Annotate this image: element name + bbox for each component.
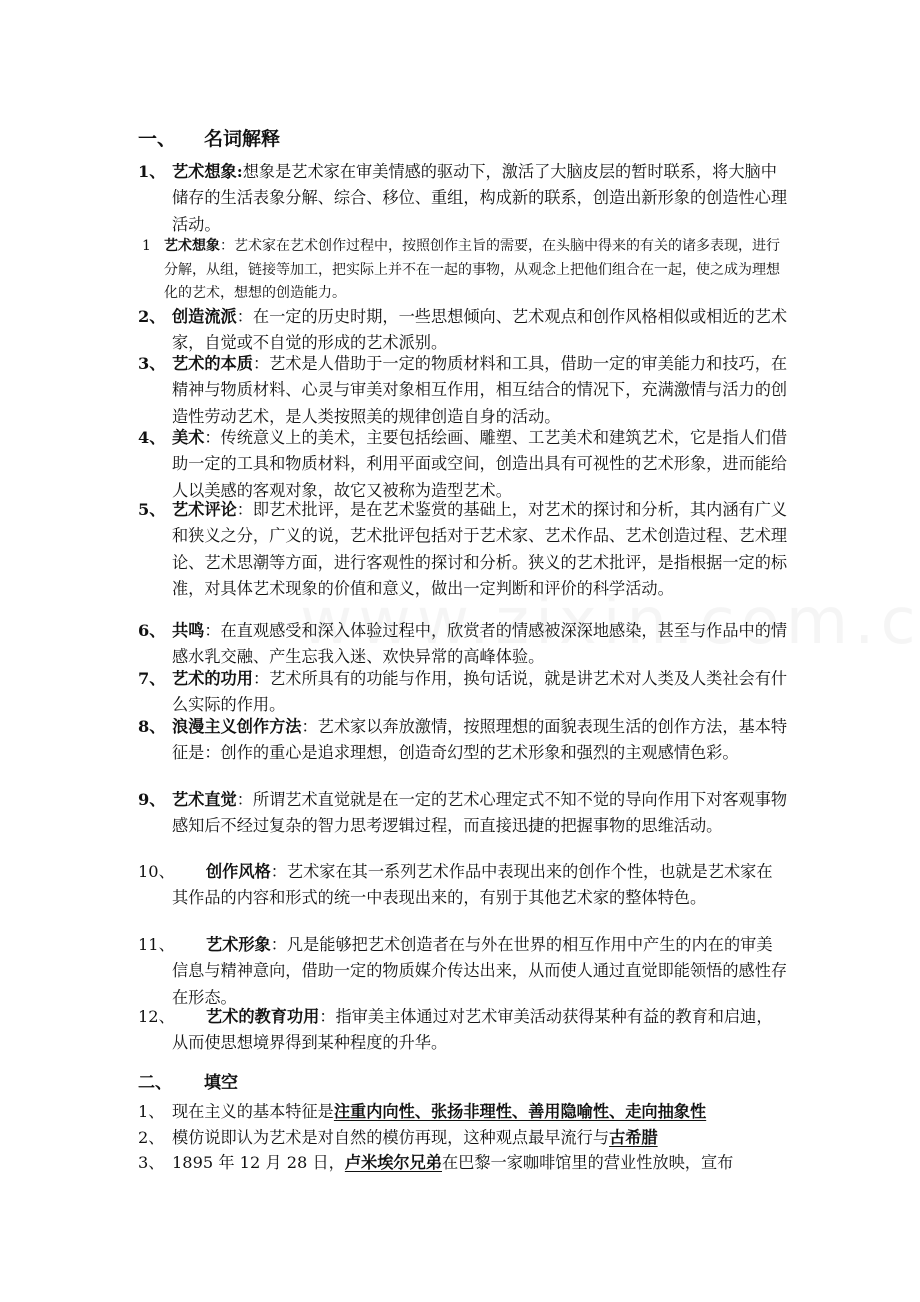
term-label: 艺术直觉 bbox=[172, 790, 237, 809]
term-label: 艺术想象 bbox=[164, 238, 220, 254]
item-number: 11、 bbox=[138, 935, 175, 954]
item-number: 2、 bbox=[138, 307, 166, 326]
term-definition: ：在直观感受和深入体验过程中，欣赏者的情感被深深地感染，甚至与作品中的情感水乳交融、产生忘我入迷、欢快异常的高峰体验。 bbox=[172, 621, 788, 667]
item-number: 2、 bbox=[138, 1128, 165, 1147]
answer-text: 卢米埃尔兄弟 bbox=[344, 1153, 442, 1172]
section1-heading bbox=[138, 124, 280, 151]
term-definition: ：即艺术批评，是在艺术鉴赏的基础上，对艺术的探讨和分析，其内涵有广义和狭义之分，广义的说，艺术批评包括对于艺术家、艺术作品、艺术创造过程、艺术理论、艺术思潮等方面，进行客观性的探讨和分析。狭义的艺术批评，是指根据一定的标准，对具体艺术现象的价值和意义，做出一定判断和评价的科学活动。 bbox=[172, 500, 788, 599]
section1-title: 名词解释 bbox=[204, 128, 281, 150]
term-item bbox=[138, 304, 788, 357]
section2-number: 二、 bbox=[138, 1073, 172, 1093]
term-label: 美术 bbox=[172, 428, 205, 447]
item-number: 3、 bbox=[138, 354, 166, 373]
item-number: 1、 bbox=[138, 162, 166, 181]
term-item bbox=[138, 425, 788, 504]
term-item bbox=[138, 235, 788, 306]
answer-text: 注重内向性、张扬非理性、善用隐喻性、走向抽象性 bbox=[333, 1102, 707, 1121]
section1-number: 一、 bbox=[138, 128, 177, 150]
term-item bbox=[138, 618, 788, 671]
term-item bbox=[138, 351, 788, 430]
term-definition: ：艺术家在艺术创作过程中，按照创作主旨的需要，在头脑中得来的有关的诸多表现，进行分解，从组，链接等加工，把实际上并不在一起的事物，从观念上把他们组合在一起，使之成为理想化的艺术，想想的创造能力。 bbox=[164, 238, 780, 301]
item-number: 9、 bbox=[138, 790, 166, 809]
section2-heading bbox=[138, 1068, 238, 1093]
term-definition: ：所谓艺术直觉就是在一定的艺术心理定式不知不觉的导向作用下对客观事物感知后不经过复杂的智力思考逻辑过程，而直接迅捷的把握事物的思维活动。 bbox=[172, 790, 788, 836]
term-item bbox=[138, 1004, 788, 1057]
term-label: 艺术的本质 bbox=[172, 354, 253, 373]
term-label: 艺术的教育功用 bbox=[206, 1007, 320, 1026]
item-number: 8、 bbox=[138, 717, 166, 736]
fill-blank-item bbox=[138, 1099, 798, 1125]
question-text: 现在主义的基本特征是 bbox=[172, 1102, 334, 1121]
term-label: 艺术形象 bbox=[206, 935, 271, 954]
item-number: 5、 bbox=[138, 500, 166, 519]
fill-blank-item bbox=[138, 1150, 798, 1176]
term-definition: ：传统意义上的美术，主要包括绘画、雕塑、工艺美术和建筑艺术，它是指人们借助一定的工具和物质材料，利用平面或空间，创造出具有可视性的艺术形象，进而能给人以美感的客观对象，故它又被称为造型艺术。 bbox=[172, 428, 788, 500]
term-definition: ：艺术家在其一系列艺术作品中表现出来的创作个性，也就是艺术家在其作品的内容和形式的统一中表现出来的，有别于其他艺术家的整体特色。 bbox=[172, 862, 773, 908]
term-label: 浪漫主义创作方法 bbox=[172, 717, 302, 736]
term-definition: 想象是艺术家在审美情感的驱动下，激活了大脑皮层的暂时联系，将大脑中储存的生活表象分解、综合、移位、重组，构成新的联系，创造出新形象的创造性心理活动。 bbox=[172, 162, 788, 234]
term-item bbox=[138, 932, 788, 1011]
term-label: 艺术评论 bbox=[172, 500, 237, 519]
question-text-tail: 在巴黎一家咖啡馆里的营业性放映，宣布 bbox=[442, 1153, 734, 1172]
section2-title: 填空 bbox=[204, 1073, 238, 1093]
item-number: 12、 bbox=[138, 1007, 175, 1026]
term-definition: ：在一定的历史时期，一些思想倾向、艺术观点和创作风格相似或相近的艺术家，自觉或不自觉的形成的艺术派别。 bbox=[172, 307, 788, 353]
term-item bbox=[138, 497, 788, 603]
term-label: 创作风格 bbox=[206, 862, 271, 881]
item-number: 1、 bbox=[138, 1102, 165, 1121]
term-item bbox=[138, 714, 788, 767]
item-number: 6、 bbox=[138, 621, 166, 640]
term-item bbox=[138, 666, 788, 719]
question-text: 模仿说即认为艺术是对自然的模仿再现，这种观点最早流行与 bbox=[172, 1128, 610, 1147]
item-number: 1 bbox=[142, 238, 151, 254]
term-label: 创造流派 bbox=[172, 307, 237, 326]
item-number: 4、 bbox=[138, 428, 166, 447]
answer-text: 古希腊 bbox=[609, 1128, 658, 1147]
term-item bbox=[138, 859, 788, 912]
term-definition: ：指审美主体通过对艺术审美活动获得某种有益的教育和启迪，从而使思想境界得到某种程度的升华。 bbox=[172, 1007, 773, 1053]
term-item bbox=[138, 787, 788, 840]
fill-blank-item bbox=[138, 1125, 798, 1151]
question-text: 1895 年 12 月 28 日， bbox=[172, 1153, 345, 1172]
term-definition: ：艺术所具有的功能与作用，换句话说，就是讲艺术对人类及人类社会有什么实际的作用。 bbox=[172, 669, 788, 715]
term-definition: ：凡是能够把艺术创造者在与外在世界的相互作用中产生的内在的审美信息与精神意向，借助一定的物质媒介传达出来，从而使人通过直觉即能领悟的感性存在形态。 bbox=[172, 935, 788, 1007]
term-label: 艺术的功用 bbox=[172, 669, 253, 688]
item-number: 10、 bbox=[138, 862, 175, 881]
term-label: 共鸣 bbox=[172, 621, 205, 640]
term-definition: ：艺术是人借助于一定的物质材料和工具，借助一定的审美能力和技巧，在精神与物质材料、心灵与审美对象相互作用，相互结合的情况下，充满激情与活力的创造性劳动艺术，是人类按照美的规律创造自身的活动。 bbox=[172, 354, 788, 426]
item-number: 7、 bbox=[138, 669, 166, 688]
term-definition: ：艺术家以奔放激情，按照理想的面貌表现生活的创作方法，基本特征是：创作的重心是追求理想，创造奇幻型的艺术形象和强烈的主观感情色彩。 bbox=[172, 717, 788, 763]
term-item bbox=[138, 159, 788, 238]
term-label: 艺术想象: bbox=[172, 162, 243, 181]
item-number: 3、 bbox=[138, 1153, 165, 1172]
